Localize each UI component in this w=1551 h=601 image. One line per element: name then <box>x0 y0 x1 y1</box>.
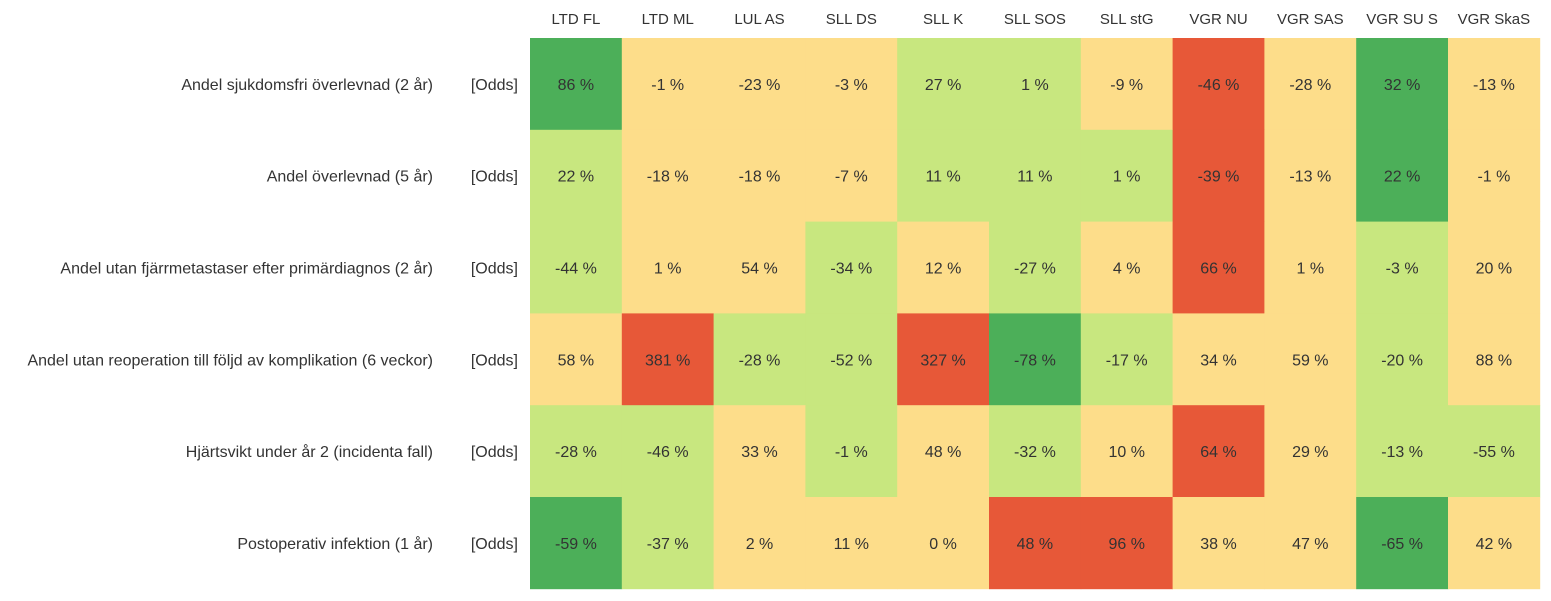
row-unit-label: [Odds] <box>470 260 518 278</box>
column-label: VGR SkaS <box>1457 11 1531 28</box>
column-label: LUL AS <box>734 11 785 28</box>
cell-value-label: 1 % <box>1021 76 1049 94</box>
cell-value-label: 47 % <box>1292 535 1329 553</box>
cell-value-label: -7 % <box>834 168 868 186</box>
column-label: LTD ML <box>641 11 694 28</box>
cell-value-label: 1 % <box>653 260 682 278</box>
cell-value-label: 10 % <box>1108 444 1145 462</box>
column-labels <box>551 11 1530 28</box>
row-unit-label: [Odds] <box>470 444 518 462</box>
cell-value-label: 1 % <box>1112 168 1141 186</box>
cell-value-label: -37 % <box>646 535 689 553</box>
cell-value-label: -65 % <box>1381 535 1423 553</box>
row-unit-label: [Odds] <box>470 352 518 370</box>
cell-value-label: 64 % <box>1200 444 1237 462</box>
cell-value-label: -13 % <box>1473 76 1515 94</box>
cell-value-label: -44 % <box>555 260 597 278</box>
row-label: Andel sjukdomsfri överlevnad (2 år) <box>181 76 433 94</box>
cell-value-label: 58 % <box>557 352 595 370</box>
row-unit-label: [Odds] <box>470 168 518 186</box>
column-label: SLL SOS <box>1003 11 1066 28</box>
cell-value-label: -27 % <box>1014 260 1056 278</box>
cell-value-label: -52 % <box>830 352 873 370</box>
row-labels <box>27 76 518 553</box>
cell-value-label: 42 % <box>1475 535 1513 553</box>
column-label: LTD FL <box>551 11 601 28</box>
cell-value-label: -28 % <box>738 352 781 370</box>
column-label: VGR SU S <box>1366 11 1438 28</box>
column-label: SLL K <box>922 11 964 28</box>
cell-value-label: 96 % <box>1108 535 1145 553</box>
cell-value-label: -9 % <box>1110 76 1144 94</box>
cell-value-label: 33 % <box>741 444 778 462</box>
cell-value-label: 88 % <box>1475 352 1513 370</box>
cell-value-label: 12 % <box>924 260 962 278</box>
cell-value-label: -3 % <box>834 76 868 94</box>
heatmap-cells <box>530 38 1540 589</box>
column-label: VGR SAS <box>1276 11 1344 28</box>
cell-value-label: -17 % <box>1105 352 1148 370</box>
cell-value-label: 381 % <box>645 352 691 370</box>
cell-value-label: 11 % <box>925 168 961 186</box>
cell-value-label: -23 % <box>738 76 781 94</box>
cell-value-label: -28 % <box>1289 76 1332 94</box>
cell-value-label: 34 % <box>1200 352 1237 370</box>
cell-value-label: 38 % <box>1200 535 1237 553</box>
cell-value-label: 22 % <box>1383 168 1421 186</box>
cell-value-label: 0 % <box>929 535 957 553</box>
cell-value-label: 29 % <box>1292 444 1329 462</box>
cell-value-label: -55 % <box>1473 444 1515 462</box>
cell-value-label: 1 % <box>1296 260 1325 278</box>
cell-value-label: 48 % <box>1016 535 1054 553</box>
cell-value-label: -34 % <box>830 260 873 278</box>
cell-value-label: 2 % <box>745 535 774 553</box>
cell-value-label: -28 % <box>555 444 597 462</box>
column-label: VGR NU <box>1189 11 1248 28</box>
cell-value-label: 11 % <box>1017 168 1053 186</box>
cell-value-label: -13 % <box>1381 444 1423 462</box>
row-label: Hjärtsvikt under år 2 (incidenta fall) <box>185 444 433 462</box>
cell-value-label: 327 % <box>920 352 966 370</box>
cell-value-label: -39 % <box>1197 168 1240 186</box>
cell-value-label: -18 % <box>738 168 781 186</box>
cell-value-label: 11 % <box>833 535 869 553</box>
column-label: SLL DS <box>825 11 877 28</box>
column-label: SLL stG <box>1099 11 1154 28</box>
row-label: Andel överlevnad (5 år) <box>266 168 433 186</box>
cell-value-label: 54 % <box>741 260 778 278</box>
cell-value-label: -78 % <box>1014 352 1056 370</box>
cell-value-label: -1 % <box>1477 168 1511 186</box>
cell-value-label: -46 % <box>1197 76 1240 94</box>
cell-value-label: 59 % <box>1292 352 1329 370</box>
cell-value-label: -18 % <box>646 168 689 186</box>
row-label: Andel utan reoperation till följd av komplikation (6 veckor) <box>27 352 433 370</box>
cell-value-label: -20 % <box>1381 352 1423 370</box>
row-unit-label: [Odds] <box>470 535 518 553</box>
cell-value-label: 48 % <box>924 444 962 462</box>
cell-value-label: 27 % <box>924 76 962 94</box>
cell-value-label: 22 % <box>557 168 595 186</box>
cell-value-label: 32 % <box>1383 76 1421 94</box>
row-unit-label: [Odds] <box>470 76 518 94</box>
cell-value-label: -1 % <box>651 76 685 94</box>
cell-value-label: -59 % <box>555 535 597 553</box>
row-label: Postoperativ infektion (1 år) <box>237 535 433 553</box>
cell-value-label: 4 % <box>1112 260 1141 278</box>
cell-value-label: 66 % <box>1200 260 1237 278</box>
cell-value-label: -46 % <box>646 444 689 462</box>
row-label: Andel utan fjärrmetastaser efter primärdiagnos (2 år) <box>60 260 433 278</box>
cell-value-label: 86 % <box>557 76 595 94</box>
cell-value-label: -3 % <box>1385 260 1419 278</box>
cell-value-label: -1 % <box>834 444 868 462</box>
cell-value-label: 20 % <box>1475 260 1513 278</box>
cell-value-label: -32 % <box>1014 444 1056 462</box>
cell-value-label: -13 % <box>1289 168 1332 186</box>
